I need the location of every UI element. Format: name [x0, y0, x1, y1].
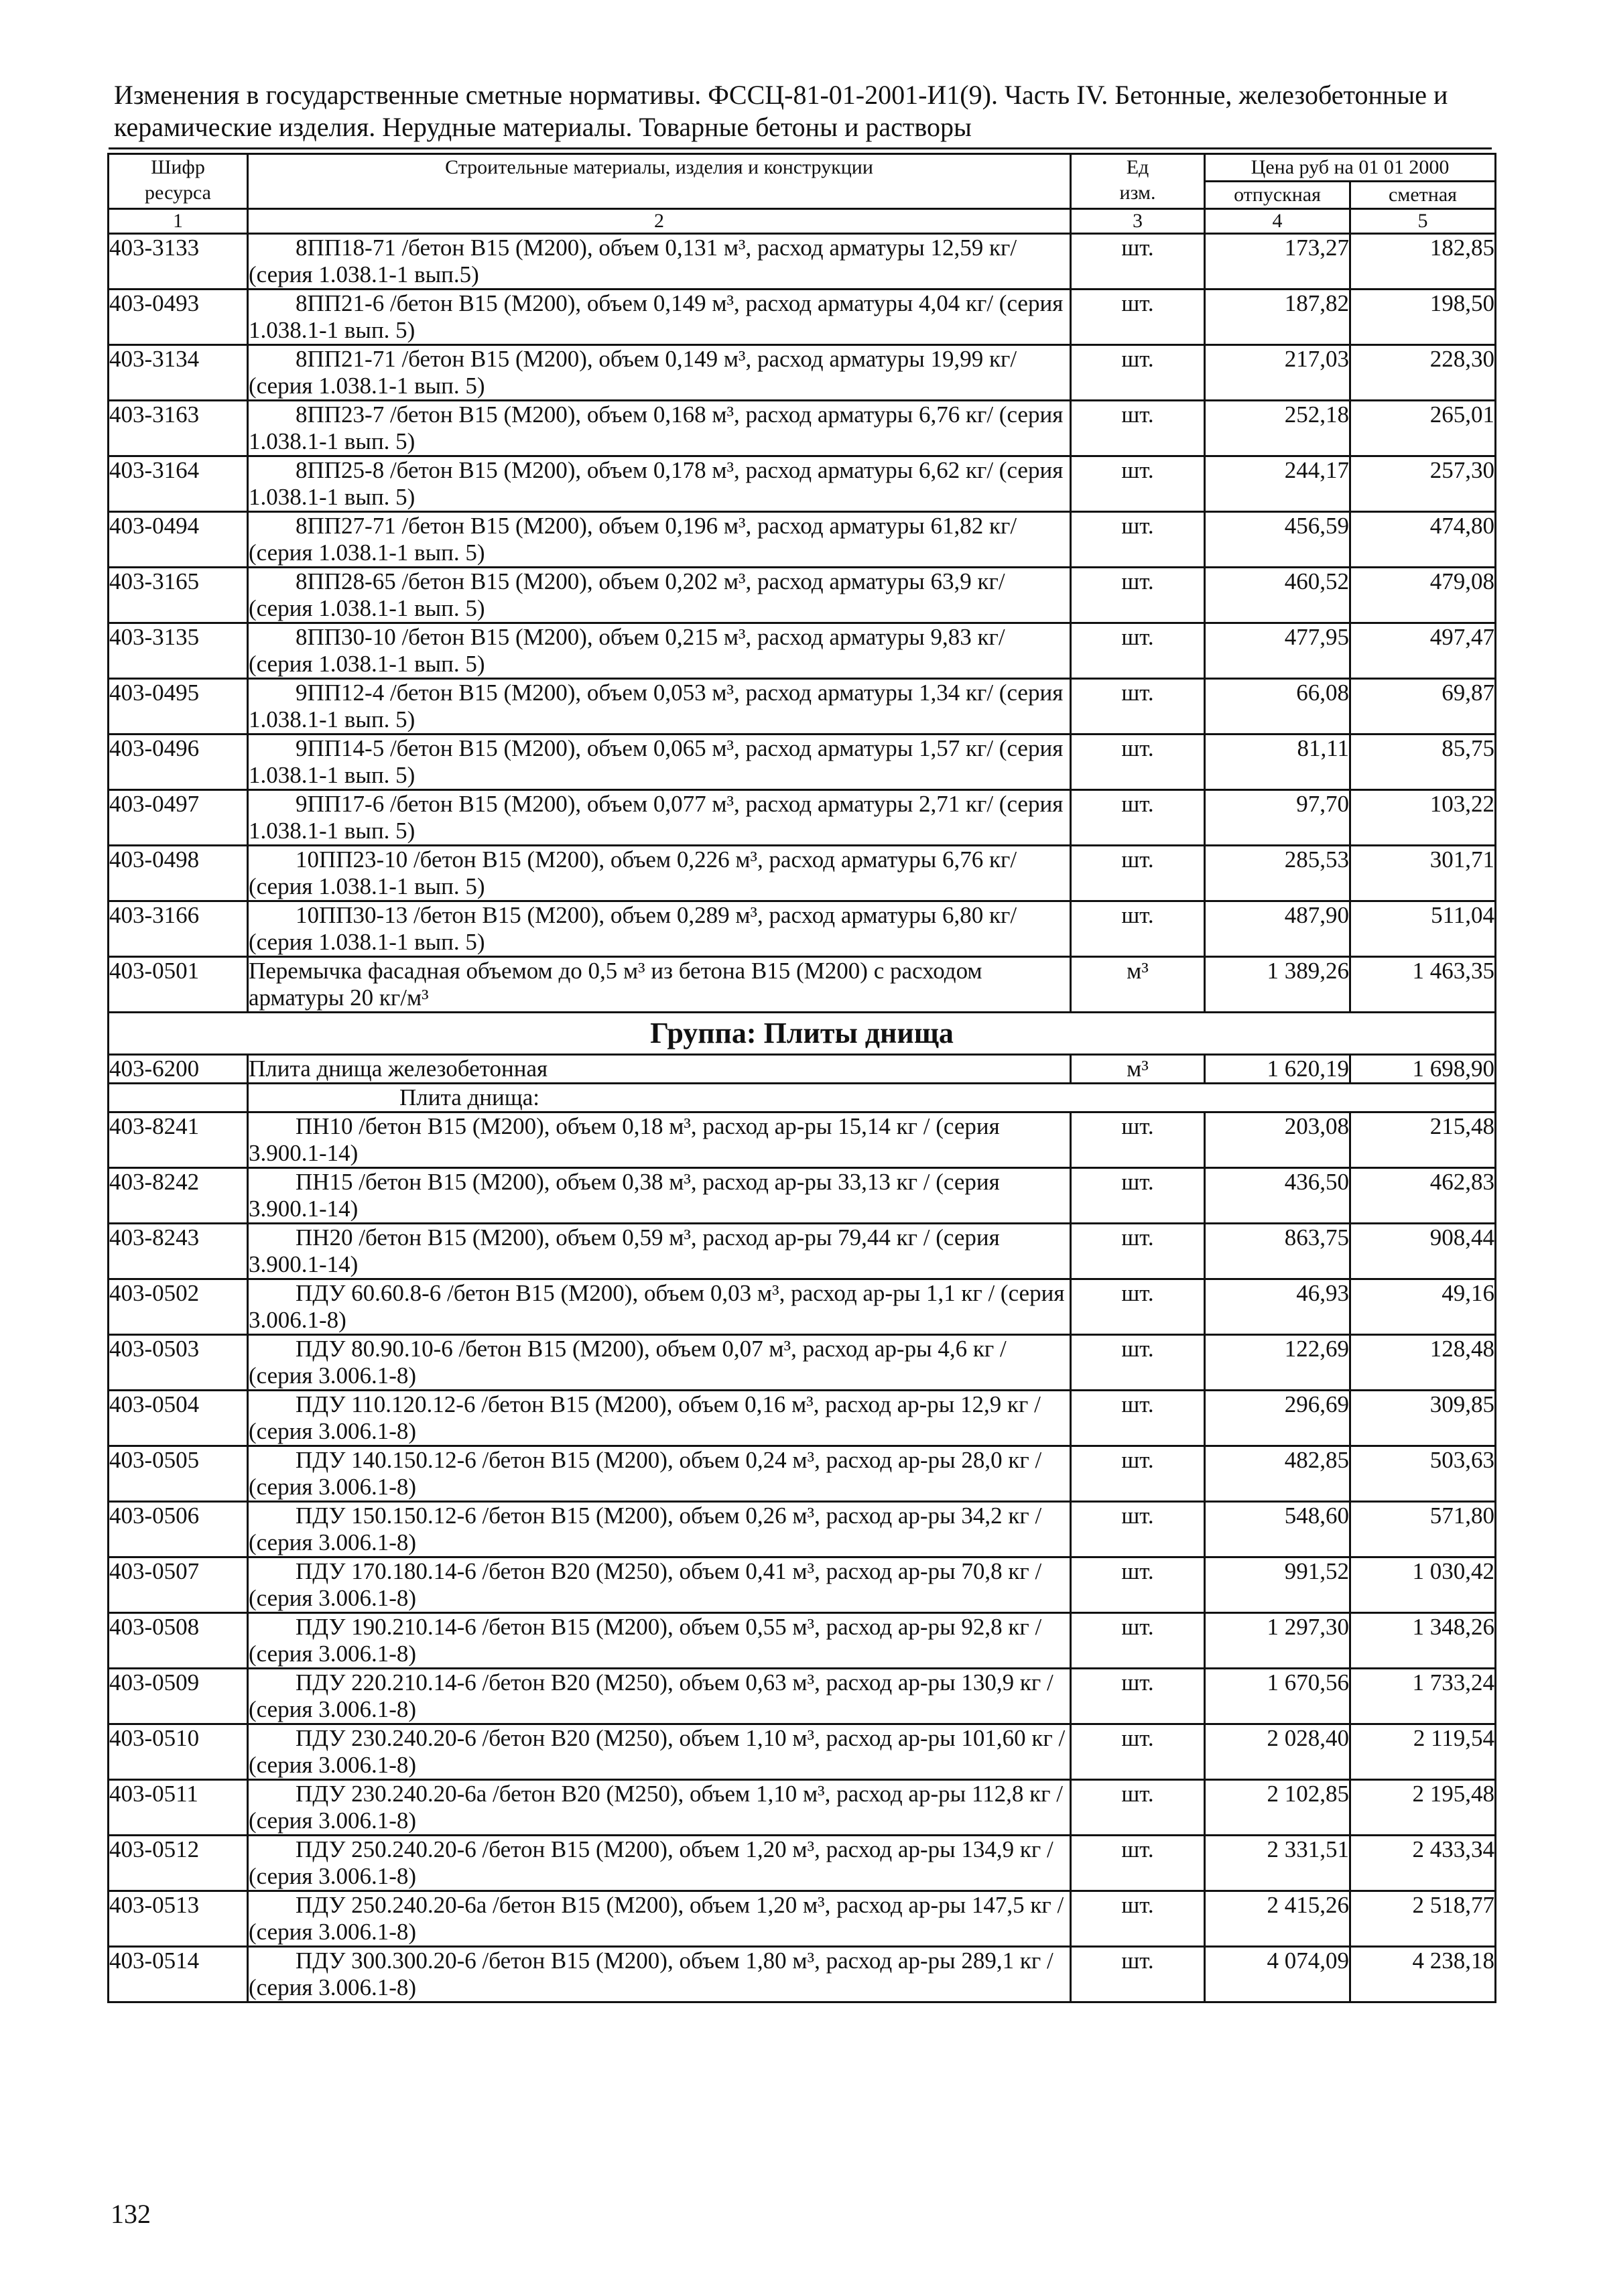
table-row — [109, 1502, 1496, 1557]
table-row — [109, 1055, 1496, 1084]
price-release: 46,93 — [1205, 1279, 1350, 1335]
table-row — [109, 512, 1496, 568]
price-release: 122,69 — [1205, 1335, 1350, 1391]
price-release: 436,50 — [1205, 1168, 1350, 1224]
table-row — [109, 1112, 1496, 1168]
price-release: 2 415,26 — [1205, 1891, 1350, 1947]
price-release: 285,53 — [1205, 846, 1350, 901]
resource-unit: шт. — [1071, 456, 1205, 512]
price-table — [107, 153, 1496, 2003]
resource-unit: шт. — [1071, 512, 1205, 568]
table-header — [109, 154, 1496, 234]
table-row — [109, 234, 1496, 290]
price-estimate: 2 518,77 — [1350, 1891, 1496, 1947]
resource-name: 10ПП23-10 /бетон В15 (М200), объем 0,226 м³, расход арматуры 6,76 кг/ (серия 1.038.1-1 вып. 5) — [248, 846, 1071, 901]
resource-unit: шт. — [1071, 1279, 1205, 1335]
table-body-b — [109, 1112, 1496, 2002]
column-index-row — [109, 209, 1496, 234]
resource-code: 403-0512 — [109, 1836, 248, 1891]
price-release: 4 074,09 — [1205, 1947, 1350, 2002]
table-row — [109, 1279, 1496, 1335]
price-release: 487,90 — [1205, 901, 1350, 957]
price-release: 2 028,40 — [1205, 1724, 1350, 1780]
resource-name: ПДУ 60.60.8-6 /бетон В15 (М200), объем 0,03 м³, расход ар-ры 1,1 кг / (серия 3.006.1-8) — [248, 1279, 1071, 1335]
resource-code: 403-0502 — [109, 1279, 248, 1335]
subheading: Плита днища: — [248, 1084, 1496, 1112]
resource-code: 403-3165 — [109, 568, 248, 623]
resource-code: 403-8242 — [109, 1168, 248, 1224]
header-line-2: керамические изделия. Нерудные материалы. Товарные бетоны и растворы — [114, 112, 972, 142]
price-estimate: 69,87 — [1350, 679, 1496, 735]
resource-code: 403-3166 — [109, 901, 248, 957]
resource-name: ПДУ 250.240.20-6 /бетон В15 (М200), объем 1,20 м³, расход ар-ры 134,9 кг / (серия 3.006.1-8) — [248, 1836, 1071, 1891]
resource-code: 403-0503 — [109, 1335, 248, 1391]
col-header-code: Шифр ресурса — [109, 154, 248, 209]
price-estimate: 2 119,54 — [1350, 1724, 1496, 1780]
resource-unit: шт. — [1071, 1224, 1205, 1279]
resource-code: 403-0514 — [109, 1947, 248, 2002]
table-body-a — [109, 234, 1496, 957]
price-estimate: 462,83 — [1350, 1168, 1496, 1224]
table-row — [109, 1836, 1496, 1891]
resource-code: 403-0493 — [109, 290, 248, 345]
table-row — [109, 735, 1496, 790]
resource-code: 403-0511 — [109, 1780, 248, 1836]
price-estimate: 198,50 — [1350, 290, 1496, 345]
price-release: 173,27 — [1205, 234, 1350, 290]
resource-unit: шт. — [1071, 679, 1205, 735]
price-release: 863,75 — [1205, 1224, 1350, 1279]
resource-name: 9ПП17-6 /бетон В15 (М200), объем 0,077 м³, расход арматуры 2,71 кг/ (серия 1.038.1-1 вып. 5) — [248, 790, 1071, 846]
price-estimate: 1 733,24 — [1350, 1669, 1496, 1724]
resource-unit: шт. — [1071, 568, 1205, 623]
price-release: 482,85 — [1205, 1446, 1350, 1502]
resource-unit: шт. — [1071, 846, 1205, 901]
resource-name: 8ПП25-8 /бетон В15 (М200), объем 0,178 м³, расход арматуры 6,62 кг/ (серия 1.038.1-1 вып. 5) — [248, 456, 1071, 512]
col-header-price: Цена руб на 01 01 2000 — [1205, 154, 1496, 182]
resource-code: 403-0496 — [109, 735, 248, 790]
resource-unit: шт. — [1071, 1724, 1205, 1780]
resource-unit: шт. — [1071, 623, 1205, 679]
resource-name: 8ПП21-6 /бетон В15 (М200), объем 0,149 м³, расход арматуры 4,04 кг/ (серия 1.038.1-1 вып. 5) — [248, 290, 1071, 345]
resource-unit: шт. — [1071, 1836, 1205, 1891]
price-release: 1 620,19 — [1205, 1055, 1350, 1084]
price-release: 244,17 — [1205, 456, 1350, 512]
resource-name: 8ПП21-71 /бетон В15 (М200), объем 0,149 м³, расход арматуры 19,99 кг/ (серия 1.038.1-1 вып. 5) — [248, 345, 1071, 401]
resource-code: 403-3135 — [109, 623, 248, 679]
price-estimate: 1 030,42 — [1350, 1557, 1496, 1613]
resource-name: 9ПП12-4 /бетон В15 (М200), объем 0,053 м³, расход арматуры 1,34 кг/ (серия 1.038.1-1 вып. 5) — [248, 679, 1071, 735]
price-estimate: 49,16 — [1350, 1279, 1496, 1335]
resource-name: ПДУ 300.300.20-6 /бетон В15 (М200), объем 1,80 м³, расход ар-ры 289,1 кг / (серия 3.006.1-8) — [248, 1947, 1071, 2002]
resource-name: 8ПП30-10 /бетон В15 (М200), объем 0,215 м³, расход арматуры 9,83 кг/ (серия 1.038.1-1 вып. 5) — [248, 623, 1071, 679]
price-estimate: 1 348,26 — [1350, 1613, 1496, 1669]
resource-code: 403-0505 — [109, 1446, 248, 1502]
table-row — [109, 1947, 1496, 2002]
resource-code: 403-6200 — [109, 1055, 248, 1084]
resource-unit: шт. — [1071, 1947, 1205, 2002]
price-estimate: 103,22 — [1350, 790, 1496, 846]
document-header — [114, 79, 1494, 143]
price-estimate: 301,71 — [1350, 846, 1496, 901]
price-release: 548,60 — [1205, 1502, 1350, 1557]
price-estimate: 908,44 — [1350, 1224, 1496, 1279]
table-row — [109, 1446, 1496, 1502]
price-estimate: 309,85 — [1350, 1391, 1496, 1446]
table-row — [109, 456, 1496, 512]
header-rule — [109, 147, 1492, 149]
price-estimate: 474,80 — [1350, 512, 1496, 568]
table-row — [109, 1168, 1496, 1224]
table-row — [109, 1613, 1496, 1669]
resource-name: ПДУ 110.120.12-6 /бетон В15 (М200), объем 0,16 м³, расход ар-ры 12,9 кг / (серия 3.006.1-8) — [248, 1391, 1071, 1446]
col-header-price-estimate: сметная — [1350, 182, 1496, 209]
resource-unit: шт. — [1071, 234, 1205, 290]
table-row — [109, 1891, 1496, 1947]
price-release: 1 670,56 — [1205, 1669, 1350, 1724]
resource-unit: шт. — [1071, 735, 1205, 790]
table-row — [109, 1557, 1496, 1613]
resource-unit: м³ — [1071, 957, 1205, 1013]
resource-name: ПДУ 230.240.20-6 /бетон В20 (М250), объем 1,10 м³, расход ар-ры 101,60 кг / (серия 3.006.1-8) — [248, 1724, 1071, 1780]
resource-code: 403-0508 — [109, 1613, 248, 1669]
price-estimate: 228,30 — [1350, 345, 1496, 401]
table-row — [109, 1669, 1496, 1724]
resource-name: ПДУ 150.150.12-6 /бетон В15 (М200), объем 0,26 м³, расход ар-ры 34,2 кг / (серия 3.006.1-8) — [248, 1502, 1071, 1557]
resource-code: 403-3134 — [109, 345, 248, 401]
price-release: 97,70 — [1205, 790, 1350, 846]
resource-code: 403-0495 — [109, 679, 248, 735]
resource-name: 8ПП18-71 /бетон В15 (М200), объем 0,131 м³, расход арматуры 12,59 кг/ (серия 1.038.1-1 вып.5) — [248, 234, 1071, 290]
price-release: 2 102,85 — [1205, 1780, 1350, 1836]
resource-name: Плита днища железобетонная — [248, 1055, 1071, 1084]
resource-code: 403-0513 — [109, 1891, 248, 1947]
price-estimate: 503,63 — [1350, 1446, 1496, 1502]
resource-code: 403-0494 — [109, 512, 248, 568]
price-release: 460,52 — [1205, 568, 1350, 623]
group-title: Группа: Плиты днища — [109, 1013, 1496, 1055]
table-row — [109, 401, 1496, 456]
resource-unit: шт. — [1071, 1669, 1205, 1724]
resource-unit: шт. — [1071, 1557, 1205, 1613]
price-estimate: 479,08 — [1350, 568, 1496, 623]
price-release: 203,08 — [1205, 1112, 1350, 1168]
col-header-price-release: отпускная — [1205, 182, 1350, 209]
resource-unit: шт. — [1071, 1391, 1205, 1446]
resource-code: 403-0498 — [109, 846, 248, 901]
price-estimate: 2 195,48 — [1350, 1780, 1496, 1836]
header-line-1: Изменения в государственные сметные нормативы. ФССЦ-81-01-2001-И1(9). Часть IV. Бетонные, железобетонные и — [114, 80, 1448, 110]
price-estimate: 128,48 — [1350, 1335, 1496, 1391]
price-release: 217,03 — [1205, 345, 1350, 401]
price-release: 1 297,30 — [1205, 1613, 1350, 1669]
price-release: 456,59 — [1205, 512, 1350, 568]
resource-name: ПН20 /бетон В15 (М200), объем 0,59 м³, расход ар-ры 79,44 кг / (серия 3.900.1-14) — [248, 1224, 1071, 1279]
resource-name: ПДУ 220.210.14-6 /бетон В20 (М250), объем 0,63 м³, расход ар-ры 130,9 кг / (серия 3.006.1-8) — [248, 1669, 1071, 1724]
resource-code: 403-8241 — [109, 1112, 248, 1168]
resource-code: 403-0501 — [109, 957, 248, 1013]
resource-code: 403-0509 — [109, 1669, 248, 1724]
col-index: 2 — [248, 209, 1071, 234]
table-row — [109, 345, 1496, 401]
price-estimate: 497,47 — [1350, 623, 1496, 679]
resource-code: 403-3163 — [109, 401, 248, 456]
resource-unit: шт. — [1071, 1613, 1205, 1669]
resource-unit: шт. — [1071, 345, 1205, 401]
resource-name: 8ПП23-7 /бетон В15 (М200), объем 0,168 м³, расход арматуры 6,76 кг/ (серия 1.038.1-1 вып. 5) — [248, 401, 1071, 456]
price-release: 66,08 — [1205, 679, 1350, 735]
resource-name: ПДУ 250.240.20-6а /бетон В15 (М200), объем 1,20 м³, расход ар-ры 147,5 кг / (серия 3.006.1-8) — [248, 1891, 1071, 1947]
resource-unit: шт. — [1071, 1891, 1205, 1947]
resource-unit: шт. — [1071, 290, 1205, 345]
price-estimate: 1 463,35 — [1350, 957, 1496, 1013]
table-row — [109, 1780, 1496, 1836]
resource-unit: шт. — [1071, 401, 1205, 456]
col-index: 4 — [1205, 209, 1350, 234]
table-row — [109, 1335, 1496, 1391]
table-row — [109, 790, 1496, 846]
price-release: 81,11 — [1205, 735, 1350, 790]
table-row — [109, 568, 1496, 623]
price-release: 252,18 — [1205, 401, 1350, 456]
resource-unit: шт. — [1071, 1335, 1205, 1391]
table-row — [109, 1391, 1496, 1446]
resource-name: ПДУ 190.210.14-6 /бетон В15 (М200), объем 0,55 м³, расход ар-ры 92,8 кг / (серия 3.006.1-8) — [248, 1613, 1071, 1669]
resource-code: 403-0497 — [109, 790, 248, 846]
resource-unit: шт. — [1071, 1502, 1205, 1557]
price-release: 991,52 — [1205, 1557, 1350, 1613]
table-row — [109, 623, 1496, 679]
table-body-mid — [109, 957, 1496, 1112]
resource-code: 403-0506 — [109, 1502, 248, 1557]
price-estimate: 265,01 — [1350, 401, 1496, 456]
table-row — [109, 290, 1496, 345]
subheading-row — [109, 1084, 1496, 1112]
resource-name: 10ПП30-13 /бетон В15 (М200), объем 0,289 м³, расход арматуры 6,80 кг/ (серия 1.038.1-1 вып. 5) — [248, 901, 1071, 957]
resource-unit: шт. — [1071, 1112, 1205, 1168]
price-release: 296,69 — [1205, 1391, 1350, 1446]
resource-name: Перемычка фасадная объемом до 0,5 м³ из бетона В15 (М200) с расходом арматуры 20 кг/м³ — [248, 957, 1071, 1013]
resource-unit: шт. — [1071, 901, 1205, 957]
price-estimate: 1 698,90 — [1350, 1055, 1496, 1084]
price-release: 477,95 — [1205, 623, 1350, 679]
table-row — [109, 901, 1496, 957]
resource-code: 403-0504 — [109, 1391, 248, 1446]
price-estimate: 85,75 — [1350, 735, 1496, 790]
resource-name: ПН10 /бетон В15 (М200), объем 0,18 м³, расход ар-ры 15,14 кг / (серия 3.900.1-14) — [248, 1112, 1071, 1168]
price-estimate: 571,80 — [1350, 1502, 1496, 1557]
table-row — [109, 679, 1496, 735]
table-row — [109, 846, 1496, 901]
price-estimate: 257,30 — [1350, 456, 1496, 512]
page-number: 132 — [111, 2199, 151, 2229]
col-header-unit: Ед изм. — [1071, 154, 1205, 209]
resource-code: 403-3133 — [109, 234, 248, 290]
table-row — [109, 1224, 1496, 1279]
resource-name: ПДУ 170.180.14-6 /бетон В20 (М250), объем 0,41 м³, расход ар-ры 70,8 кг / (серия 3.006.1-8) — [248, 1557, 1071, 1613]
group-row — [109, 1013, 1496, 1055]
resource-unit: м³ — [1071, 1055, 1205, 1084]
resource-unit: шт. — [1071, 1168, 1205, 1224]
resource-name: ПДУ 230.240.20-6а /бетон В20 (М250), объем 1,10 м³, расход ар-ры 112,8 кг / (серия 3.006.1-8) — [248, 1780, 1071, 1836]
price-release: 187,82 — [1205, 290, 1350, 345]
price-estimate: 182,85 — [1350, 234, 1496, 290]
resource-name: ПДУ 80.90.10-6 /бетон В15 (М200), объем 0,07 м³, расход ар-ры 4,6 кг / (серия 3.006.1-8) — [248, 1335, 1071, 1391]
resource-code: 403-0507 — [109, 1557, 248, 1613]
resource-name: ПДУ 140.150.12-6 /бетон В15 (М200), объем 0,24 м³, расход ар-ры 28,0 кг / (серия 3.006.1-8) — [248, 1446, 1071, 1502]
price-estimate: 215,48 — [1350, 1112, 1496, 1168]
price-estimate: 2 433,34 — [1350, 1836, 1496, 1891]
col-index: 3 — [1071, 209, 1205, 234]
resource-name: 9ПП14-5 /бетон В15 (М200), объем 0,065 м³, расход арматуры 1,57 кг/ (серия 1.038.1-1 вып. 5) — [248, 735, 1071, 790]
resource-unit: шт. — [1071, 1446, 1205, 1502]
price-estimate: 511,04 — [1350, 901, 1496, 957]
col-header-name: Строительные материалы, изделия и конструкции — [248, 154, 1071, 209]
price-release: 1 389,26 — [1205, 957, 1350, 1013]
col-index: 1 — [109, 209, 248, 234]
resource-name: 8ПП27-71 /бетон В15 (М200), объем 0,196 м³, расход арматуры 61,82 кг/ (серия 1.038.1-1 вып. 5) — [248, 512, 1071, 568]
resource-unit: шт. — [1071, 1780, 1205, 1836]
empty-cell — [109, 1084, 248, 1112]
resource-name: 8ПП28-65 /бетон В15 (М200), объем 0,202 м³, расход арматуры 63,9 кг/ (серия 1.038.1-1 вып. 5) — [248, 568, 1071, 623]
col-index: 5 — [1350, 209, 1496, 234]
resource-name: ПН15 /бетон В15 (М200), объем 0,38 м³, расход ар-ры 33,13 кг / (серия 3.900.1-14) — [248, 1168, 1071, 1224]
price-estimate: 4 238,18 — [1350, 1947, 1496, 2002]
table-row — [109, 1724, 1496, 1780]
resource-code: 403-8243 — [109, 1224, 248, 1279]
price-release: 2 331,51 — [1205, 1836, 1350, 1891]
resource-unit: шт. — [1071, 790, 1205, 846]
resource-code: 403-3164 — [109, 456, 248, 512]
resource-code: 403-0510 — [109, 1724, 248, 1780]
table-row — [109, 957, 1496, 1013]
